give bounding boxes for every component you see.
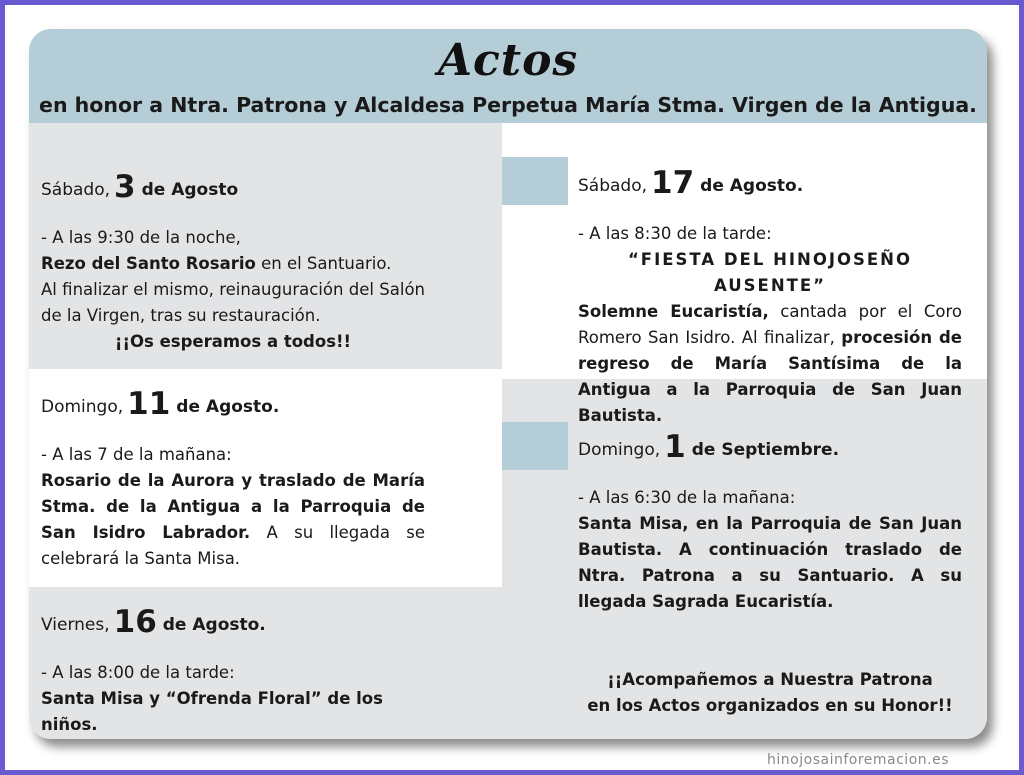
closing-message xyxy=(578,667,962,719)
day-label: Domingo, xyxy=(578,440,661,460)
event-time: - A las 6:30 de la mañana: xyxy=(578,488,796,507)
tab-marker-2 xyxy=(502,422,568,470)
event-text: en el Santuario. xyxy=(255,254,392,273)
event-date xyxy=(578,427,962,467)
event-date xyxy=(41,602,425,642)
event-bold-text: Rosario de la Aurora y traslado de María Stma. de la Antigua a la Parroquia de San Isidro Labrador. xyxy=(41,471,425,542)
event-block-2 xyxy=(41,384,425,572)
event-bold-text: Rezo del Santo Rosario xyxy=(41,254,256,273)
event-bold-text: Santa Misa, en la Parroquia de San Juan Bautista. A continuación traslado de Ntra. Patrona a su Santuario. A su llegada Sagrada Eucaristía. xyxy=(578,514,962,611)
event-block-1 xyxy=(41,167,425,355)
page-subtitle: en honor a Ntra. Patrona y Alcaldesa Perpetua María Stma. Virgen de la Antigua. xyxy=(39,93,977,117)
day-number: 17 xyxy=(651,165,695,201)
tab-marker-1 xyxy=(502,157,568,205)
event-bold-text: Solemne Eucaristía, xyxy=(578,302,769,321)
event-line xyxy=(41,251,425,277)
month-label: de Agosto. xyxy=(700,176,804,196)
event-bold-text: Santa Misa y “Ofrenda Floral” de los niños. xyxy=(41,689,383,734)
event-time: - A las 8:30 de la tarde: xyxy=(578,224,772,243)
event-closing: ¡¡Os esperamos a todos!! xyxy=(114,332,352,351)
event-text: cantada por el Coro Romero San Isidro. Al finalizar, xyxy=(578,302,962,347)
event-date xyxy=(41,384,425,424)
closing-line-1: ¡¡Acompañemos a Nuestra Patrona xyxy=(607,670,933,689)
month-label: de Agosto. xyxy=(176,397,280,417)
event-date xyxy=(41,167,425,207)
footer-watermark: hinojosainforemacion.es xyxy=(767,752,949,768)
day-number: 3 xyxy=(114,169,136,205)
event-fiesta-title: “FIESTA DEL HINOJOSEÑO AUSENTE” xyxy=(627,250,913,295)
event-block-3 xyxy=(41,602,425,738)
day-label: Sábado, xyxy=(578,176,648,196)
event-description xyxy=(41,468,425,572)
event-date xyxy=(578,163,962,203)
day-number: 1 xyxy=(664,429,686,465)
day-label: Domingo, xyxy=(41,397,124,417)
day-number: 16 xyxy=(113,604,157,640)
day-label: Viernes, xyxy=(41,615,110,635)
event-text: A su llegada se celebrará la Santa Misa. xyxy=(41,523,425,568)
event-description: Al finalizar el mismo, reinauguración del Salón de la Virgen, tras su restauración. xyxy=(41,280,425,325)
event-bold-text-2: procesión de regreso de María Santísima de la Antigua a la Parroquia de San Juan Bautista. xyxy=(578,328,962,425)
event-time: - A las 9:30 de la noche, xyxy=(41,228,241,247)
header-band xyxy=(29,29,987,123)
page-frame xyxy=(5,5,1019,770)
event-description xyxy=(578,299,962,429)
event-block-4 xyxy=(578,163,962,429)
day-label: Sábado, xyxy=(41,180,111,200)
month-label: de Septiembre. xyxy=(691,440,840,460)
page-title: Actos xyxy=(437,35,579,86)
month-label: de Agosto. xyxy=(162,615,266,635)
event-block-5 xyxy=(578,427,962,615)
poster-card xyxy=(29,29,987,739)
event-time: - A las 7 de la mañana: xyxy=(41,445,232,464)
closing-line-2: en los Actos organizados en su Honor!! xyxy=(587,696,953,715)
month-label: de Agosto xyxy=(141,180,239,200)
event-time: - A las 8:00 de la tarde: xyxy=(41,663,235,682)
day-number: 11 xyxy=(127,386,171,422)
